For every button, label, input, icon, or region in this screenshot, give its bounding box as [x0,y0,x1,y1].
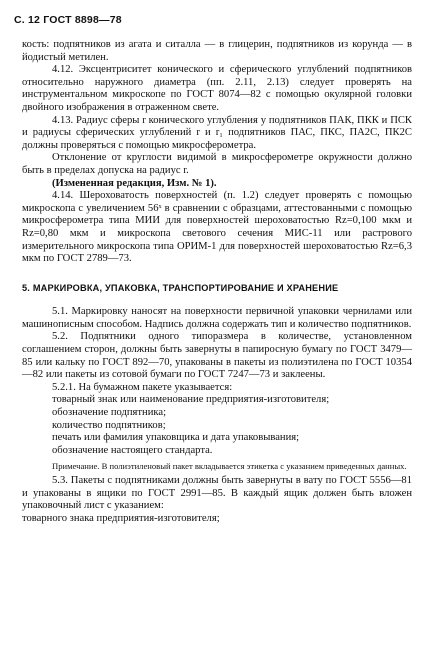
list-item: обозначение настоящего стандарта. [52,444,213,456]
amendment-note: (Измененная редакция, Изм. № 1). [52,177,217,189]
list-item: печать или фамилия упаковщика и дата упаковывания; [52,432,300,444]
footnote: Примечание. В полиэтиленовый пакет вкладывается этикетка с указанием приведенных данных. [52,461,407,472]
paragraph-4-12: 4.12. Эксцентриситет конического и сферического углублений подпятников относительно наружного диаметра (пп. 2.11, 2.13) следует проверять на инструментальном микроскопе по ГОСТ 8074—82 с помощью окулярной головки двойного изображения в отраженном свете. [22,64,412,113]
paragraph-trailing: товарного знака предприятия-изготовителя; [22,512,220,524]
paragraph-5-2-1: 5.2.1. На бумажном пакете указывается: [52,381,233,393]
paragraph-5-2: 5.2. Подпятники одного типоразмера в количестве, установленном соглашением сторон, должны быть завернуты в папиросную бумагу по ГОСТ 3479—85 или кальку по ГОСТ 892—70, упакованы в пакеты из полиэтилена по ГОСТ 10354—82 или пакеты из сотовой бумаги по ГОСТ 7247—73 и заклеены. [22,331,412,381]
paragraph-continuation: кость: подпятников из агата и ситалла — в глицерин, подпятников из корунда — в йодистый метилен. [22,39,412,63]
label-contents-list [22,394,412,457]
page-header: С. 12 ГОСТ 8898—78 [14,14,122,26]
paragraph-4-14: 4.14. Шероховатость поверхностей (п. 1.2) следует проверять с помощью микроскопа с увеличением 56ˣ в сравнении с образцами, аттестованными с помощью микросферометра типа МИИ для поверхностей шероховатостью Rz=0,100 мкм и Rz=0,80 мкм и микроскопа светового сечения МИС-11 или растрового измерительного микроскопа типа ОРИМ-1 для поверхностей шероховатостью Rz=6,3 мкм по ГОСТ 2789—73. [22,190,412,265]
document-body [22,39,412,525]
list-item: обозначение подпятника; [52,407,167,419]
list-item: товарный знак или наименование предприятия-изготовителя; [52,394,330,406]
paragraph-5-3: 5.3. Пакеты с подпятниками должны быть завернуты в вату по ГОСТ 5556—81 и упакованы в ящики по ГОСТ 2991—85. В каждый ящик должен быть вложен упаковочный лист с указанием: [22,475,412,512]
paragraph-roundness: Отклонение от круглости видимой в микросферометре окружности должно быть в пределах допуска на радиус r. [22,152,412,176]
section-5-heading: 5. МАРКИРОВКА, УПАКОВКА, ТРАНСПОРТИРОВАНИЕ И ХРАНЕНИЕ [22,282,339,293]
paragraph-5-1: 5.1. Маркировку наносят на поверхности первичной упаковки чернилами или машинописным способом. Надпись должна содержать тип и количество подпятников. [22,306,412,330]
paragraph-4-13: 4.13. Радиус сферы r конического углубления у подпятников ПАК, ПКК и ПСК и радиусы сферических углублений r и r₁ подпятников ПАС, ПКС, ПА2С, ПК2С должны проверяться с помощью микросферометра. [22,114,412,151]
list-item: количество подпятников; [52,419,166,431]
